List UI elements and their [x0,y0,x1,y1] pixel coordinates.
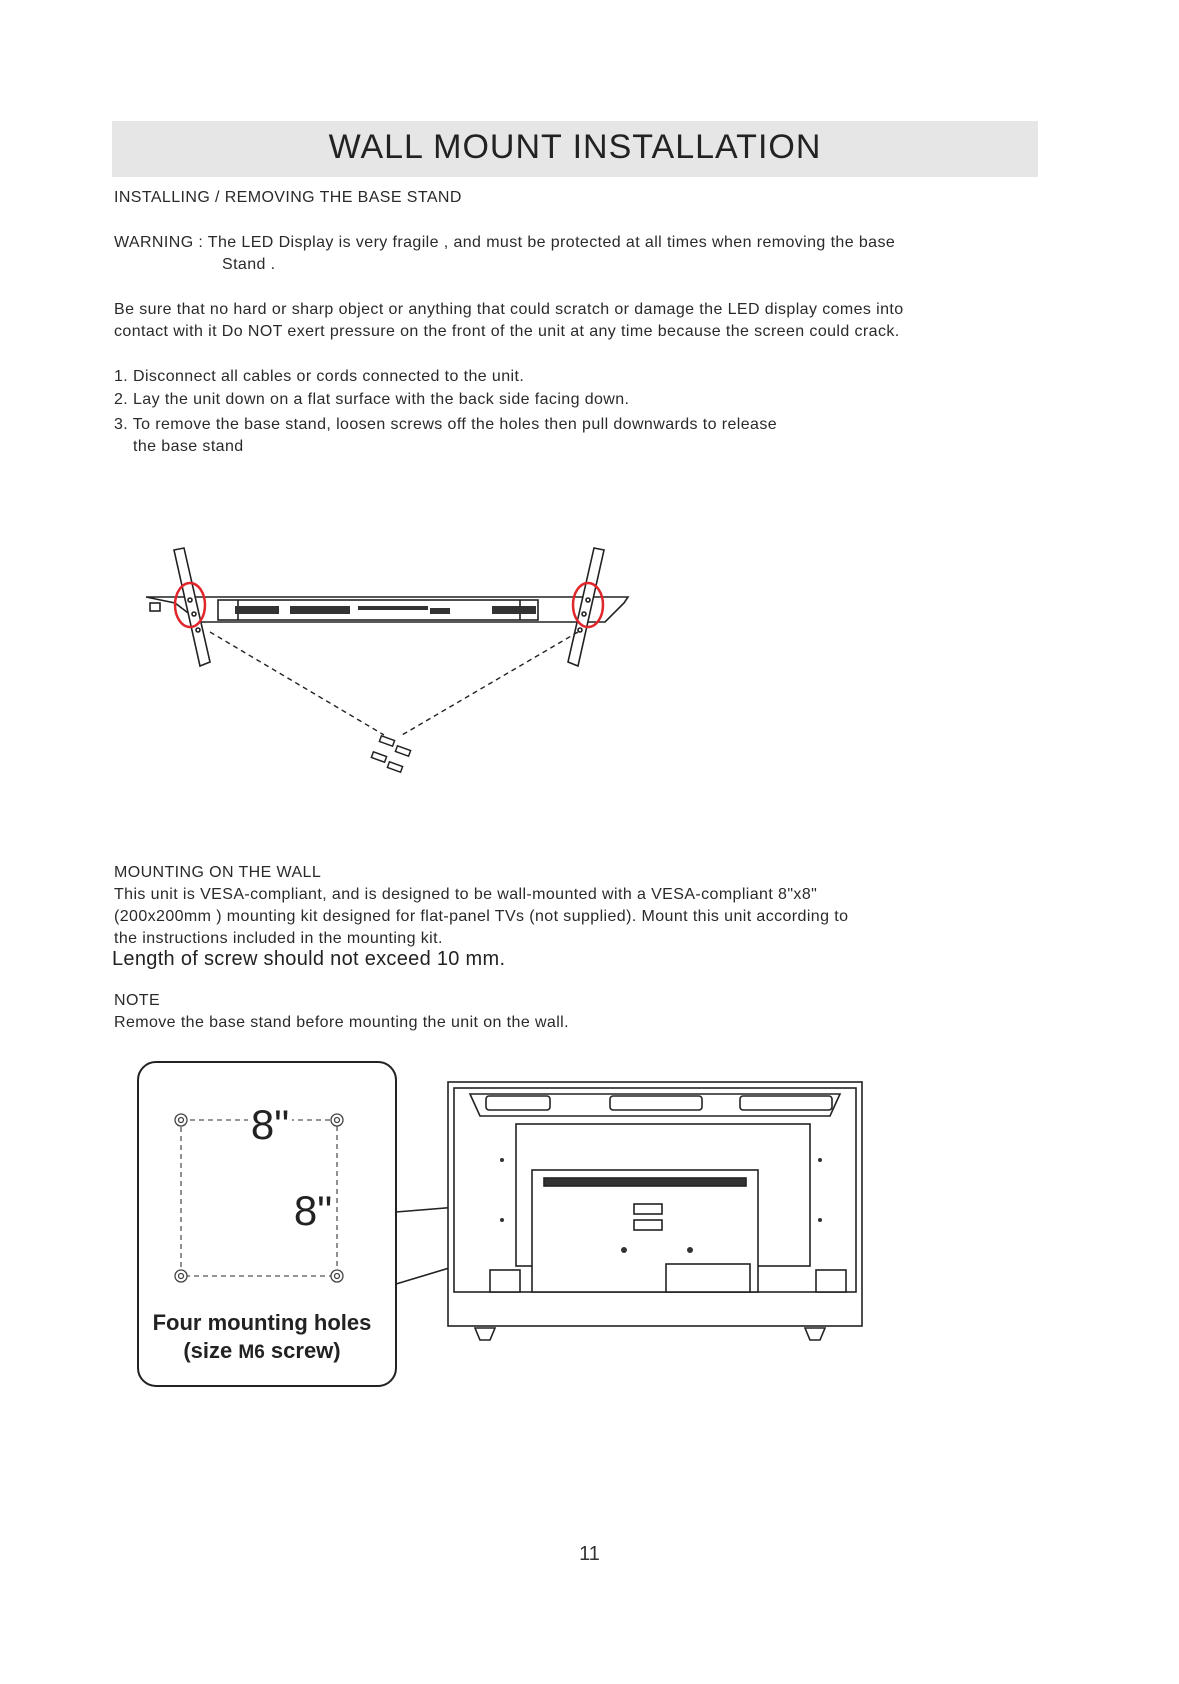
note-heading: NOTE [114,992,161,1009]
warning-text-line1: WARNING : The LED Display is very fragile , and must be protected at all times when removing the base [114,234,896,251]
mounting-caption-line2: (size M6 screw) [183,1338,341,1363]
section-heading-mounting: MOUNTING ON THE WALL [114,864,322,881]
dimension-horizontal: 8" [250,1101,290,1148]
stand-removal-illustration [140,540,640,800]
page-title: WALL MOUNT INSTALLATION [328,128,822,166]
step-3: 3. To remove the base stand, loosen screws off the holes then pull downwards to release [114,416,778,433]
mounting-text-line2: (200x200mm ) mounting kit designed for flat-panel TVs (not supplied). Mount this unit according to [114,908,849,925]
mounting-caption-line1: Four mounting holes [152,1310,372,1335]
page-number: 11 [579,1543,600,1565]
section-heading-base-stand: INSTALLING / REMOVING THE BASE STAND [114,189,462,206]
screw-length-note: Length of screw should not exceed 10 mm. [112,948,506,970]
mounting-text-line3: the instructions included in the mounting kit. [114,930,443,947]
screw-guide-lines [210,632,578,735]
step-1: 1. Disconnect all cables or cords connected to the unit. [114,368,525,385]
dimension-vertical: 8" [293,1187,333,1234]
step-2: 2. Lay the unit down on a flat surface with the back side facing down. [114,391,630,408]
mounting-text-line1: This unit is VESA-compliant, and is designed to be wall-mounted with a VESA-compliant 8"x8" [114,886,818,903]
mounting-diagram [130,1060,880,1400]
note-text: Remove the base stand before mounting the unit on the wall. [114,1014,569,1031]
tv-rear-view [448,1082,862,1340]
warning-text-line2: Stand . [222,256,276,273]
caution-text-line1: Be sure that no hard or sharp object or anything that could scratch or damage the LED display comes into [114,301,904,318]
step-3-continued: the base stand [133,438,244,455]
screws-icon [371,736,410,772]
caution-text-line2: contact with it Do NOT exert pressure on the front of the unit at any time because the screen could crack. [114,323,900,340]
